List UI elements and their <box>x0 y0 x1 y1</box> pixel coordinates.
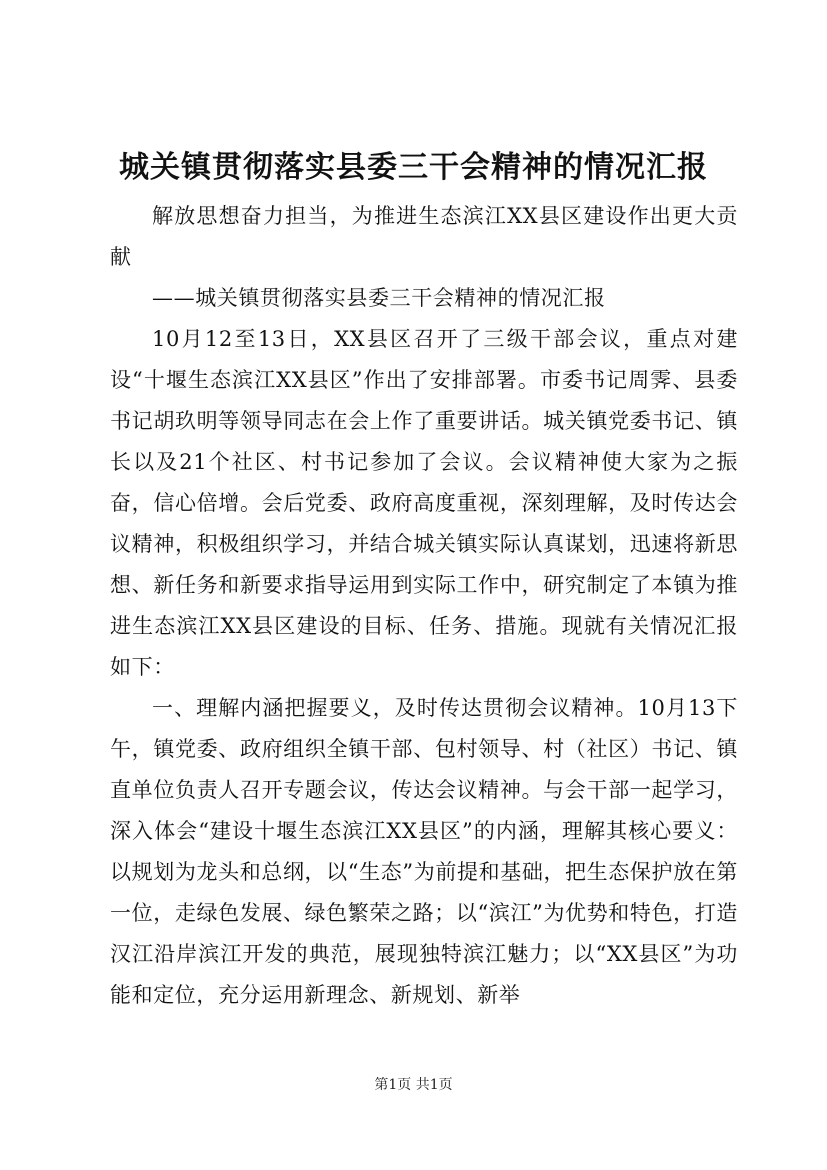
document-title: 城关镇贯彻落实县委三干会精神的情况汇报 <box>119 150 708 185</box>
subtitle-dash-line: ——城关镇贯彻落实县委三干会精神的情况汇报 <box>152 286 606 310</box>
subtitle-paragraph: 解放思想奋力担当，为推进生态滨江XX县区建设作出更大贡献 <box>110 204 738 269</box>
intro-paragraph: 10月12至13日，XX县区召开了三级干部会议，重点对建设“十堰生态滨江XX县区”作出了安排部署。市委书记周霁、县委书记胡玖明等领导同志在会上作了重要讲话。城关镇党委书记、镇长以及21个社区、村书记参加了会议。会议精神使大家为之振奋，信心倍增。会后党委、政府高度重视，深刻理解，及时传达会议精神，积极组织学习，并结合城关镇实际认真谋划，迅速将新思想、新任务和新要求指导运用到实际工作中，研究制定了本镇为推进生态滨江XX县区建设的目标、任务、措施。现就有关情况汇报如下： <box>110 327 738 679</box>
page-footer: 第1页 共1页 <box>374 1077 453 1093</box>
section-one-paragraph: 一、理解内涵把握要义，及时传达贯彻会议精神。10月13下午，镇党委、政府组织全镇干部、包村领导、村（社区）书记、镇直单位负责人召开专题会议，传达会议精神。与会干部一起学习，深入体会“建设十堰生态滨江XX县区”的内涵，理解其核心要义：以规划为龙头和总纲，以“生态”为前提和基础，把生态保护放在第一位，走绿色发展、绿色繁荣之路；以“滨江”为优势和特色，打造汉江沿岸滨江开发的典范，展现独特滨江魅力；以“XX县区”为功能和定位，充分运用新理念、新规划、新举 <box>110 696 738 1007</box>
document-body <box>110 196 738 1016</box>
